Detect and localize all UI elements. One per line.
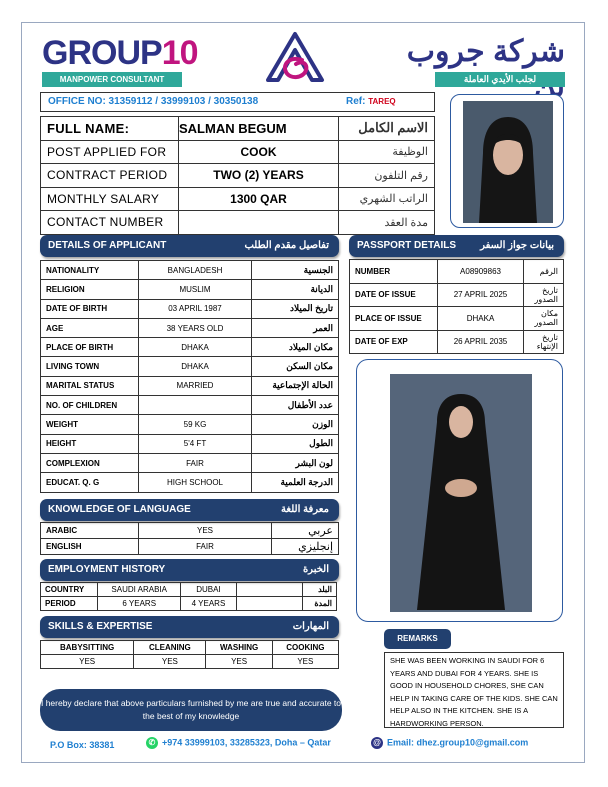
details-value: DHAKA (139, 338, 252, 357)
details-table (40, 260, 339, 493)
details-value: FAIR (139, 453, 252, 472)
language-label: ENGLISH (41, 539, 139, 555)
top-info-table (40, 116, 435, 235)
table-row: PERIOD 6 YEARS 4 YEARS المدة (41, 597, 337, 611)
table-row (350, 307, 564, 331)
passport-label: DATE OF ISSUE (350, 283, 438, 307)
employment-table (40, 582, 337, 611)
table-row (41, 453, 339, 472)
table-row (41, 187, 435, 211)
skills-header: SKILLS & EXPERTISE المهارات (40, 616, 339, 638)
full-name-label-ar: الاسم الكامل (339, 117, 435, 141)
reference: Ref: TAREQ (346, 96, 396, 107)
post-label: POST APPLIED FOR (41, 140, 179, 164)
details-label: AGE (41, 318, 139, 337)
applicant-portrait-photo (450, 94, 564, 228)
details-value: MUSLIM (139, 280, 252, 299)
details-value: HIGH SCHOOL (139, 473, 252, 492)
table-row (41, 434, 339, 453)
details-label-ar: عدد الأطفال (252, 396, 339, 415)
details-value (139, 396, 252, 415)
group10-logo: GROUP10 (42, 34, 198, 72)
details-label-ar: مكان الميلاد (252, 338, 339, 357)
logo-tagline-ar: لجلب الأيدي العاملة (435, 72, 565, 87)
table-row: COUNTRY SAUDI ARABIA DUBAI البلد (41, 583, 337, 597)
language-value: FAIR (139, 539, 272, 555)
table-row (41, 318, 339, 337)
table-row (41, 376, 339, 395)
details-value: 38 YEARS OLD (139, 318, 252, 337)
details-label: EDUCAT. Q. G (41, 473, 139, 492)
table-row (41, 261, 339, 280)
passport-header: PASSPORT DETAILS بيانات جواز السفر (349, 235, 564, 257)
details-label-ar: مكان السكن (252, 357, 339, 376)
skills-table (40, 640, 339, 669)
details-label-ar: تاريخ الميلاد (252, 299, 339, 318)
full-name-label: FULL NAME: (41, 117, 179, 141)
passport-value: A08909863 (438, 260, 524, 284)
email-icon: @ (371, 737, 383, 749)
passport-label: NUMBER (350, 260, 438, 284)
salary-value: 1300 QAR (179, 187, 339, 211)
table-row (41, 211, 435, 235)
passport-value: DHAKA (438, 307, 524, 331)
email-contact[interactable]: @ Email: dhez.group10@gmail.com (371, 737, 528, 749)
details-label: MARITAL STATUS (41, 376, 139, 395)
details-value: 59 KG (139, 415, 252, 434)
contract-label-ar: رقم التلفون (339, 164, 435, 188)
brand-emblem-icon (262, 30, 328, 86)
table-row (41, 473, 339, 492)
employment-header: EMPLOYMENT HISTORY الخبرة (40, 559, 339, 581)
table-row (41, 415, 339, 434)
salary-label-ar: الراتب الشهري (339, 187, 435, 211)
po-box: P.O Box: 38381 (50, 740, 115, 750)
details-label: NATIONALITY (41, 261, 139, 280)
contract-value: TWO (2) YEARS (179, 164, 339, 188)
details-label: RELIGION (41, 280, 139, 299)
office-numbers: OFFICE NO: 31359112 / 33999103 / 30350138 (48, 96, 259, 107)
details-label: LIVING TOWN (41, 357, 139, 376)
passport-label-ar: تاريخ الإنتهاء (524, 330, 564, 354)
language-table (40, 522, 339, 555)
details-value: BANGLADESH (139, 261, 252, 280)
logo-tagline-en: MANPOWER CONSULTANT (42, 72, 182, 87)
details-label-ar: الدرجة العلمية (252, 473, 339, 492)
language-label-ar: إنجليزي (272, 539, 339, 555)
details-value: MARRIED (139, 376, 252, 395)
table-row (41, 164, 435, 188)
details-header: DETAILS OF APPLICANT تفاصيل مقدم الطلب (40, 235, 339, 257)
table-row (41, 357, 339, 376)
details-label-ar: الجنسية (252, 261, 339, 280)
details-label: COMPLEXION (41, 453, 139, 472)
table-row (350, 260, 564, 284)
declaration: I hereby declare that above particulars furnished by me are true and accurate to the best of my knowledge (40, 689, 342, 731)
passport-label-ar: تاريخ الصدور (524, 283, 564, 307)
contact-label-ar: مدة العقد (339, 211, 435, 235)
details-label: NO. OF CHILDREN (41, 396, 139, 415)
table-row (41, 338, 339, 357)
whatsapp-icon: ✆ (146, 737, 158, 749)
contact-label: CONTACT NUMBER (41, 211, 179, 235)
language-label: ARABIC (41, 523, 139, 539)
details-label: PLACE OF BIRTH (41, 338, 139, 357)
salary-label: MONTHLY SALARY (41, 187, 179, 211)
phone-contact: ✆ +974 33999103, 33285323, Doha – Qatar (146, 737, 331, 749)
table-row (41, 117, 435, 141)
details-value: DHAKA (139, 357, 252, 376)
logo-arabic-name: شركة جروب (406, 35, 565, 68)
table-row (41, 299, 339, 318)
details-label-ar: الديانة (252, 280, 339, 299)
full-name-value: SALMAN BEGUM (179, 117, 339, 141)
language-header: KNOWLEDGE OF LANGUAGE معرفة اللغة (40, 499, 339, 521)
table-row (350, 283, 564, 307)
remarks-text: SHE WAS BEEN WORKING IN SAUDI FOR 6 YEARS AND DUBAI FOR 4 YEARS. SHE IS GOOD IN HOUSEHOLD CHORES, SHE CAN HELP IN TAKING CARE OF THE KIDS. SHE CAN HELP ALSO IN THE KITCHEN. SHE IS A HARDWORKING PERSON. (384, 652, 564, 728)
table-row: BABYSITTING CLEANING WASHING COOKING (41, 641, 339, 655)
applicant-fullbody-photo (356, 359, 563, 622)
passport-label: DATE OF EXP (350, 330, 438, 354)
details-label: DATE OF BIRTH (41, 299, 139, 318)
language-value: YES (139, 523, 272, 539)
table-row (41, 280, 339, 299)
table-row (350, 330, 564, 354)
passport-value: 27 APRIL 2025 (438, 283, 524, 307)
details-label-ar: الوزن (252, 415, 339, 434)
details-label-ar: العمر (252, 318, 339, 337)
table-row (41, 140, 435, 164)
table-row (41, 539, 339, 555)
contact-value (179, 211, 339, 235)
details-label-ar: لون البشر (252, 453, 339, 472)
passport-label-ar: الرقم (524, 260, 564, 284)
table-row (41, 523, 339, 539)
passport-value: 26 APRIL 2035 (438, 330, 524, 354)
details-label: HEIGHT (41, 434, 139, 453)
post-value: COOK (179, 140, 339, 164)
contract-label: CONTRACT PERIOD (41, 164, 179, 188)
language-label-ar: عربي (272, 523, 339, 539)
details-label-ar: الطول (252, 434, 339, 453)
passport-table (349, 259, 564, 354)
table-row (41, 396, 339, 415)
details-value: 03 APRIL 1987 (139, 299, 252, 318)
passport-label-ar: مكان الصدور (524, 307, 564, 331)
table-row: YES YES YES YES (41, 655, 339, 669)
office-number-bar (40, 92, 435, 112)
passport-label: PLACE OF ISSUE (350, 307, 438, 331)
details-label: WEIGHT (41, 415, 139, 434)
post-label-ar: الوظيفة (339, 140, 435, 164)
details-label-ar: الحالة الإجتماعية (252, 376, 339, 395)
remarks-header: REMARKS (384, 629, 451, 649)
details-value: 5'4 FT (139, 434, 252, 453)
